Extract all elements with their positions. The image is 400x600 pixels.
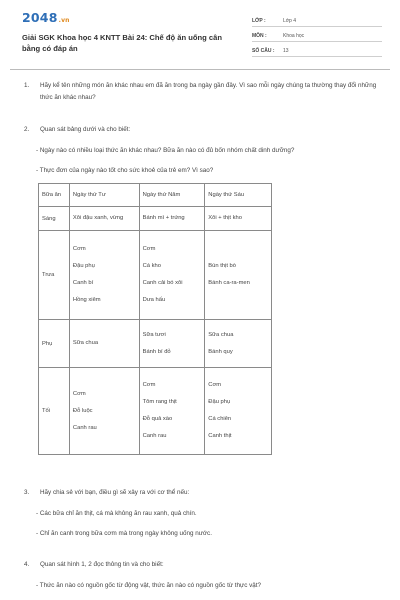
meta-row-grade <box>252 14 382 27</box>
dish: Bánh ca-ra-men <box>208 280 250 286</box>
meta-value: 13 <box>283 48 289 54</box>
question-text: Quan sát bảng dưới và cho biết: <box>40 126 131 133</box>
dish: Canh thịt <box>208 433 232 439</box>
question-number: 3. <box>24 489 30 496</box>
page-header <box>0 0 400 66</box>
dish: Đậu phụ <box>72 263 95 269</box>
question-2-sub-2: - Thực đơn của ngày nào tốt cho sức khoẻ của trẻ em? Vì sao? <box>36 167 214 174</box>
dish: Cá chiên <box>208 416 232 422</box>
meal-cell: Phụ <box>39 320 70 368</box>
meta-label: LỚP : <box>252 18 266 24</box>
question-text: Hãy chia sẻ với bạn, điều gì sẽ xảy ra với cơ thể nếu: <box>40 489 190 496</box>
dish: Xôi đậu xanh, vừng <box>72 215 124 221</box>
dish: Xôi + thịt kho <box>208 215 242 221</box>
dish: Cơm <box>72 390 86 397</box>
question-4-sub-1: - Thức ăn nào có nguồn gốc từ động vật, thức ăn nào có nguồn gốc từ thực vật? <box>36 582 262 589</box>
table-header-cell: Ngày thứ Sáu <box>205 184 272 207</box>
table-row <box>39 207 272 231</box>
meta-label: SỐ CÂU : <box>252 48 275 54</box>
dish: Bánh bí đỏ <box>142 348 171 355</box>
table-header-row <box>39 184 272 207</box>
question-text: Hãy kể tên những món ăn khác nhau em đã ăn trong ba ngày gần đây. Vì sao mỗi ngày chúng ta thường thay đổi những thức ăn khác nhau? <box>40 82 377 101</box>
question-text: Quan sát hình 1, 2 đọc thông tin và cho biết: <box>40 561 164 568</box>
meal-cell: Trưa <box>39 231 70 320</box>
dish: Cơm <box>142 246 156 252</box>
meta-row-count <box>252 44 382 57</box>
question-number: 1. <box>24 82 30 89</box>
dish: Bún thịt bò <box>208 263 236 269</box>
meta-info <box>252 14 382 59</box>
dish: Hồng xiêm <box>72 297 101 303</box>
question-3-sub-2: - Chỉ ăn canh trong bữa cơm mà trong ngày không uống nước. <box>36 530 212 537</box>
dish: Cơm <box>72 246 86 252</box>
meta-row-subject <box>252 29 382 42</box>
dish: Canh rau <box>142 433 167 439</box>
table-header-cell: Bữa ăn <box>39 184 70 207</box>
table-cell <box>205 368 272 455</box>
table-cell <box>69 231 139 320</box>
meal-cell: Sáng <box>39 207 70 231</box>
table-cell <box>205 231 272 320</box>
dish: Cơm <box>208 382 222 388</box>
table-cell <box>139 231 205 320</box>
logo-text: 2048 <box>22 10 58 25</box>
question-2-sub-1: - Ngày nào có nhiều loại thức ăn khác nhau? Bữa ăn nào có đủ bốn nhóm chất dinh dưỡng? <box>36 147 295 154</box>
dish: Sữa chua <box>72 340 99 346</box>
dish: Bánh quy <box>208 348 233 355</box>
dish: Canh rau <box>72 424 97 431</box>
dish: Đỗ quả xào <box>142 416 173 422</box>
dish: Cơm <box>142 382 156 388</box>
question-number: 4. <box>24 561 30 568</box>
table-cell <box>139 320 205 368</box>
table-row <box>39 231 272 320</box>
meta-value: Khoa học <box>283 33 305 39</box>
meta-label: MÔN : <box>252 33 267 39</box>
dish: Dưa hấu <box>142 297 166 303</box>
question-3-sub-1: - Các bữa chỉ ăn thịt, cá mà không ăn rau xanh, quả chín. <box>36 510 197 517</box>
table-cell <box>139 368 205 455</box>
table-cell <box>205 320 272 368</box>
dish: Đậu phụ <box>208 399 231 405</box>
dish: Tôm rang thịt <box>142 399 177 405</box>
dish: Canh bí <box>72 280 94 286</box>
logo-suffix: .vn <box>58 17 70 24</box>
site-logo[interactable] <box>22 10 70 25</box>
meal-cell: Tối <box>39 368 70 455</box>
header-divider <box>10 69 390 70</box>
table-cell <box>69 207 139 231</box>
meta-value: Lớp 4 <box>283 18 297 24</box>
table-cell <box>139 207 205 231</box>
table-header-cell: Ngày thứ Tư <box>69 184 139 207</box>
table-cell <box>69 368 139 455</box>
document-title: Giải SGK Khoa học 4 KNTT Bài 24: Chế độ ăn uống cân bằng có đáp án <box>22 33 222 53</box>
table-cell <box>69 320 139 368</box>
dish: Đỗ luộc <box>72 407 93 414</box>
table-row <box>39 368 272 455</box>
dish: Cá kho <box>142 263 161 269</box>
dish: Sữa tươi <box>142 331 166 338</box>
dish: Bánh mì + trứng <box>142 215 185 221</box>
dish: Sữa chua <box>208 331 234 338</box>
table-row <box>39 320 272 368</box>
menu-table <box>38 183 272 455</box>
question-number: 2. <box>24 126 30 133</box>
table-header-cell: Ngày thứ Năm <box>139 184 205 207</box>
table-cell <box>205 207 272 231</box>
dish: Canh cải bó xôi <box>142 280 183 286</box>
